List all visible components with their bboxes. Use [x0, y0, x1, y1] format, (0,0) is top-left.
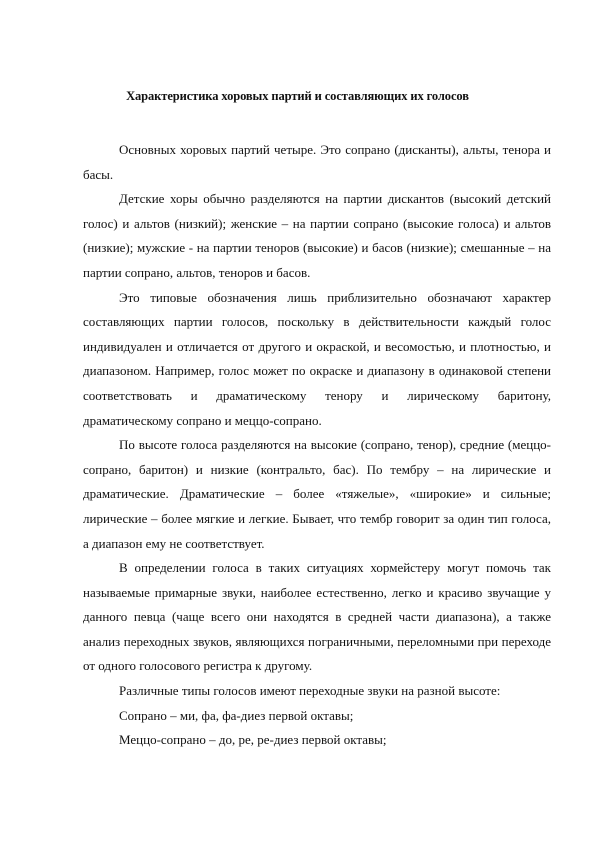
document-body: [83, 138, 551, 753]
paragraph-voice-classification: По высоте голоса разделяются на высокие (сопрано, тенор), средние (меццо-сопрано, баритон) и низкие (контральто, бас). По тембру – на лирические и драматические. Драматические – более «тяжелые», «широкие» и сильные; лирические – более мягкие и легкие. Бывает, что тембр говорит за один тип голоса, а диапазон ему не соответствует.: [83, 437, 551, 551]
paragraph-main-parts: Основных хоровых партий четыре. Это сопрано (дисканты), альты, тенора и басы.: [83, 142, 551, 182]
list-item-mezzo-soprano: Меццо-сопрано – до, ре, ре-диез первой октавы;: [119, 732, 387, 748]
document-title: Характеристика хоровых партий и составляющих их голосов: [126, 89, 469, 103]
paragraph-primary-sounds: В определении голоса в таких ситуациях хормейстеру могут помочь так называемые примарные звуки, наиболее естественно, легко и красиво звучащие у данного певца (чаще всего они находятся в средней части диапазона), а также анализ переходных звуков, являющихся пограничными, переломными при переходе от одного голосового регистра к другому.: [83, 560, 551, 674]
list-item-soprano: Сопрано – ми, фа, фа-диез первой октавы;: [119, 707, 354, 723]
paragraph-choir-types: Детские хоры обычно разделяются на партии дискантов (высокий детский голос) и альтов (низкий); женские – на партии сопрано (высокие голоса) и альтов (низкие); мужские - на партии теноров (высокие) и басов (низкие); смешанные – на партии сопрано, альтов, теноров и басов.: [83, 191, 551, 280]
paragraph-transition-intro: Различные типы голосов имеют переходные звуки на разной высоте:: [119, 683, 501, 699]
paragraph-voice-individuality: Это типовые обозначения лишь приблизительно обозначают характер составляющих партии голосов, поскольку в действительности каждый голос индивидуален и отличается от другого и окраской, и весомостью, и плотностью, и диапазоном. Например, голос может по окраске и диапазону в одинаковой степени соответствовать и драматическому тенору и лирическому баритону, драматическому сопрано и меццо-сопрано.: [83, 289, 551, 428]
